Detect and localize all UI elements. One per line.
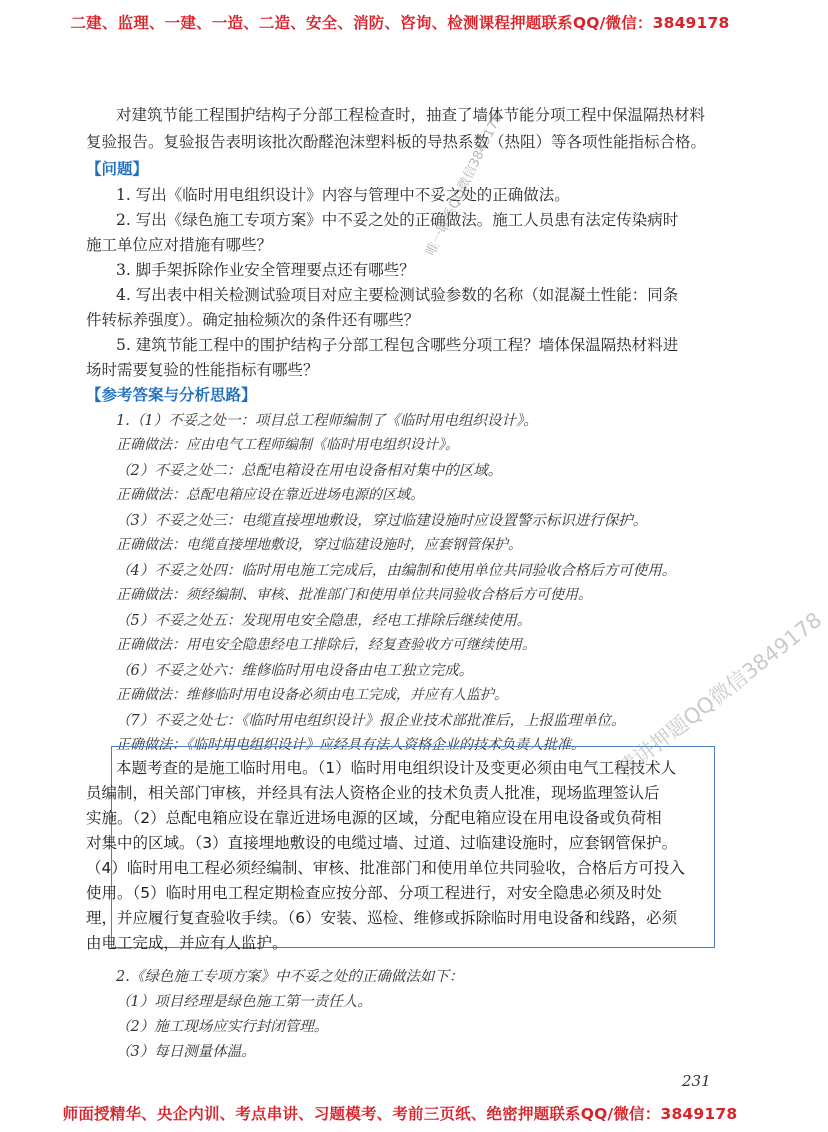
analysis-line: 对集中的区域。（3）直接埋地敷设的电缆过墙、过道、过临建设施时，应套钢管保护。 bbox=[86, 834, 678, 852]
answers-heading: 【参考答案与分析思路】 bbox=[86, 386, 257, 404]
analysis-line: 员编制，相关部门审核，并经具有法人资格企业的技术负责人批准，现场监理签认后 bbox=[86, 784, 660, 802]
answer-line: 正确做法：应由电气工程师编制《临时用电组织设计》。 bbox=[116, 437, 459, 453]
answer-line: （5）不妥之处五：发现用电安全隐患，经电工排除后继续使用。 bbox=[116, 613, 532, 629]
question-5-cont: 场时需要复验的性能指标有哪些？ bbox=[86, 361, 319, 379]
question-3: 3. 脚手架拆除作业安全管理要点还有哪些？ bbox=[116, 261, 415, 279]
answer-line: 正确做法：用电安全隐患经电工排除后，经复查验收方可继续使用。 bbox=[116, 637, 536, 653]
answer-line: 正确做法：须经编制、审核、批准部门和使用单位共同验收合格后方可使用。 bbox=[116, 587, 592, 603]
answer2-heading: 2.《绿色施工专项方案》中不妥之处的正确做法如下： bbox=[116, 969, 464, 985]
answer-line: 1.（1）不妥之处一：项目总工程师编制了《临时用电组织设计》。 bbox=[116, 413, 538, 429]
answer-line: 正确做法：电缆直接埋地敷设，穿过临建设施时，应套钢管保护。 bbox=[116, 537, 522, 553]
questions-heading: 【问题】 bbox=[86, 160, 149, 178]
page-number: 231 bbox=[682, 1072, 711, 1090]
analysis-line: 理，并应履行复查验收手续。（6）安装、巡检、维修或拆除临时用电设备和线路，必须 bbox=[86, 909, 678, 927]
analysis-line: 实施。（2）总配电箱应设在靠近进场电源的区域，分配电箱应设在用电设备或负荷相 bbox=[86, 809, 662, 827]
question-2: 2. 写出《绿色施工专项方案》中不妥之处的正确做法。施工人员患有法定传染病时 bbox=[116, 211, 679, 229]
answer-line: （4）不妥之处四：临时用电施工完成后，由编制和使用单位共同验收合格后方可使用。 bbox=[116, 563, 677, 579]
question-4: 4. 写出表中相关检测试验项目对应主要检测试验参数的名称（如混凝土性能：同条 bbox=[116, 286, 679, 304]
question-4-cont: 件转标养强度）。确定抽检频次的条件还有哪些？ bbox=[86, 311, 420, 329]
answer-line: 正确做法：《临时用电组织设计》应经具有法人资格企业的技术负责人批准。 bbox=[116, 737, 585, 753]
answer-line: 正确做法：总配电箱应设在靠近进场电源的区域。 bbox=[116, 487, 424, 503]
analysis-line: 使用。（5）临时用电工程定期检查应按分部、分项工程进行，对安全隐患必须及时处 bbox=[86, 884, 662, 902]
analysis-line: 由电工完成，并应有人监护。 bbox=[86, 934, 288, 952]
answer2-item: （3）每日测量体温。 bbox=[116, 1044, 256, 1060]
answer-line: （6）不妥之处六：维修临时用电设备由电工独立完成。 bbox=[116, 663, 474, 679]
bottom-banner: 师面授精华、央企内训、考点串讲、习题模考、考前三页纸、绝密押题联系QQ/微信：3849178 bbox=[62, 1105, 738, 1123]
top-banner: 二建、监理、一建、一造、二造、安全、消防、咨询、检测课程押题联系QQ/微信：3849178 bbox=[70, 14, 730, 32]
analysis-line: （4）临时用电工程必须经编制、审核、批准部门和使用单位共同验收，合格后方可投入 bbox=[86, 859, 685, 877]
question-2-cont: 施工单位应对措施有哪些？ bbox=[86, 236, 273, 254]
answer2-item: （1）项目经理是绿色施工第一责任人。 bbox=[116, 994, 372, 1010]
answer2-item: （2）施工现场应实行封闭管理。 bbox=[116, 1019, 329, 1035]
answer-line: （7）不妥之处七：《临时用电组织设计》报企业技术部批准后，上报监理单位。 bbox=[116, 713, 626, 729]
analysis-line: 本题考查的是施工临时用电。（1）临时用电组织设计及变更必须由电气工程技术人 bbox=[116, 759, 677, 777]
answer-line: （2）不妥之处二：总配电箱设在用电设备相对集中的区域。 bbox=[116, 463, 503, 479]
watermark-large: 精讲押题QQ微信3849178 bbox=[612, 607, 827, 783]
watermark-small: 唯一联系QQ微信3849178 bbox=[423, 111, 506, 259]
question-1: 1. 写出《临时用电组织设计》内容与管理中不妥之处的正确做法。 bbox=[116, 186, 570, 204]
intro-line-1: 对建筑节能工程围护结构子分部工程检查时，抽查了墙体节能分项工程中保温隔热材料 bbox=[116, 106, 706, 124]
intro-line-2: 复验报告。复验报告表明该批次酚醛泡沫塑料板的导热系数（热阻）等各项性能指标合格。 bbox=[86, 133, 707, 151]
question-5: 5. 建筑节能工程中的围护结构子分部工程包含哪些分项工程？墙体保温隔热材料进 bbox=[116, 336, 679, 354]
answer-line: 正确做法：维修临时用电设备必须由电工完成，并应有人监护。 bbox=[116, 687, 508, 703]
answer-line: （3）不妥之处三：电缆直接埋地敷设，穿过临建设施时应设置警示标识进行保护。 bbox=[116, 513, 648, 529]
